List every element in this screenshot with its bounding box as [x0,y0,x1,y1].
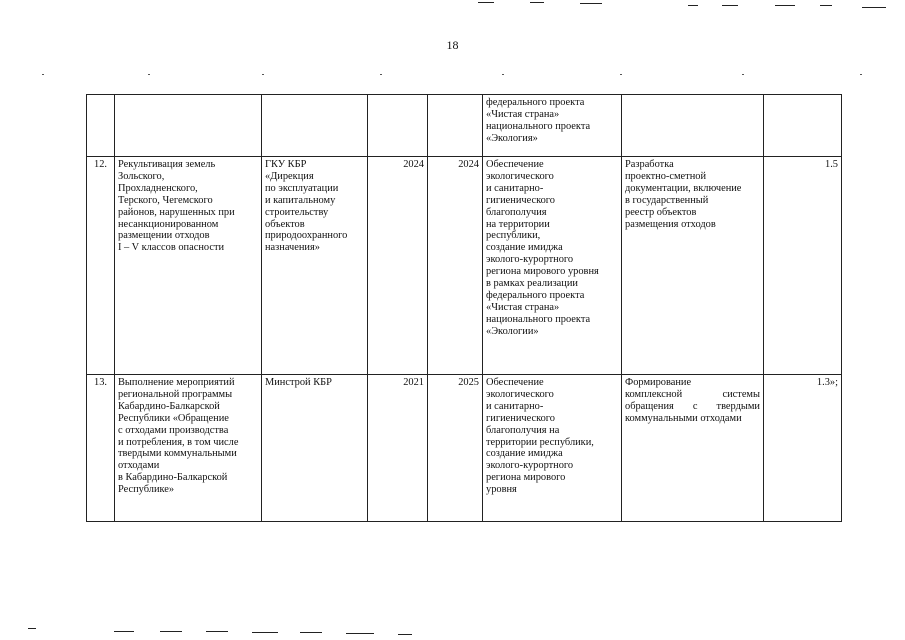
cell-goal [483,157,622,375]
cell-text-line: Республики «Обращение [118,412,229,424]
scan-artifact-dash [252,632,278,633]
scan-artifact-dash [820,5,832,6]
cell-text-line: экологического [486,388,554,400]
cell-text-line: Минстрой КБР [265,377,332,388]
cell-text-line: Республике» [118,484,175,496]
cell-text-line: назначения» [265,242,320,254]
cell-text-line: региона мирового [486,472,566,484]
cell-text-line: республики, [486,230,541,242]
cell-number: 12. [87,157,115,375]
cell-text-line: Рекультивация земель [118,159,216,170]
scan-artifact-dot [42,74,44,75]
scan-artifact-dash [398,634,412,635]
cell-text-line: создание имиджа [486,448,563,460]
scan-artifact-dot [620,74,622,75]
cell-text-line: Разработка [625,159,674,170]
cell-indicator [764,95,842,157]
measures-table [86,94,842,522]
cell-text-line: «Чистая страна» [486,301,560,313]
scan-artifact-dash [580,3,602,4]
cell-text-word: твердыми [716,400,760,412]
scan-artifact-dash [160,631,182,632]
cell-measure-name [115,157,262,375]
cell-text-line: уровня [486,484,517,496]
scan-artifact-dash [775,5,795,6]
cell-text-line: и капитальному [265,194,336,206]
cell-text-line: федерального проекта [486,97,585,108]
cell-measure-name [115,95,262,157]
cell-text-line: национального проекта [486,313,591,325]
scan-artifact-dot [860,74,862,75]
scan-artifact-dash [862,7,886,8]
scan-artifact-dot [262,74,264,75]
cell-text-line: «Экология» [486,132,538,144]
cell-text-word: комплексной [625,388,683,400]
scan-artifact-dash [478,2,494,3]
cell-text-line: размещении отходов [118,230,210,242]
cell-text-line: Терского, Чегемского [118,194,213,206]
scan-artifact-dash [530,2,544,3]
page-number: 18 [446,38,459,52]
cell-text-line: благополучия [486,206,547,218]
scan-artifact-dash [206,631,228,632]
cell-indicator: 1.3»; [764,375,842,522]
cell-text-line: отходами [118,460,160,472]
cell-text-line: Обеспечение [486,159,544,170]
cell-text-line: с отходами производства [118,424,229,436]
cell-text-line: Прохладненского, [118,182,198,194]
cell-text-line: экологического [486,170,554,182]
cell-text-line: проектно-сметной [625,170,707,182]
cell-text-word: Формирование [625,377,692,388]
cell-text-line: «Чистая страна» [486,108,560,120]
scan-artifact-dash [722,5,738,6]
cell-text-line: Зольского, [118,170,165,182]
cell-text-line: создание имиджа [486,242,563,254]
cell-text-word: коммунальными отходами [625,412,742,424]
cell-year-end [428,95,483,157]
cell-year-start: 2021 [368,375,428,522]
scan-artifact-dot [502,74,504,75]
cell-text-line: региона мирового уровня [486,266,599,278]
cell-text-line: строительству [265,206,329,218]
cell-text-line: несанкционированном [118,218,219,230]
cell-result [622,95,764,157]
continuation-row [87,95,842,157]
scan-artifact-dash [346,633,374,634]
scan-artifact-dash [688,5,698,6]
cell-text-line: эколого-курортного [486,254,574,266]
cell-text-line: на территории [486,218,550,230]
cell-year-end: 2024 [428,157,483,375]
cell-executor [262,95,368,157]
cell-executor [262,375,368,522]
cell-text-line: твердыми коммунальными [118,448,237,460]
scan-artifact-dash [114,631,134,632]
cell-text-line: в рамках реализации [486,278,578,290]
cell-text-line: I – V классов опасности [118,242,225,254]
cell-text-line: размещения отходов [625,218,716,230]
cell-text-line: и санитарно- [486,182,544,194]
cell-text-line: и потребления, в том числе [118,436,239,448]
scan-artifact-dash [28,628,36,629]
cell-text-word: обращения [625,400,674,412]
cell-result [622,157,764,375]
cell-text-line: документации, включение [625,182,742,194]
cell-text-line: благополучия на [486,424,560,436]
cell-text-line: территории республики, [486,436,594,448]
cell-number: 13. [87,375,115,522]
cell-text-line: районов, нарушенных при [118,206,235,218]
cell-text-line: реестр объектов [625,206,697,218]
cell-text-line: объектов [265,218,305,230]
cell-text-line [625,401,760,413]
scan-artifact-dot [148,74,150,75]
cell-text-word: с [692,400,698,412]
cell-text-line: и санитарно- [486,400,544,412]
cell-text-line: гигиенического [486,194,555,206]
cell-text-line: гигиенического [486,412,555,424]
cell-goal [483,375,622,522]
cell-text-line: в Кабардино-Балкарской [118,472,228,484]
cell-year-start [368,95,428,157]
cell-text-line: национального проекта [486,120,591,132]
cell-result [622,375,764,522]
cell-measure-name [115,375,262,522]
cell-number [87,95,115,157]
cell-text-line: природоохранного [265,230,348,242]
cell-goal [483,95,622,157]
cell-text-word: системы [722,388,760,400]
cell-text-line: ГКУ КБР [265,159,307,170]
scan-artifact-dash [300,632,322,633]
scan-artifact-dot [380,74,382,75]
cell-text-line: по эксплуатации [265,182,339,194]
cell-text-line [625,413,760,425]
cell-text-line: «Экологии» [486,325,539,337]
cell-text-line [625,389,760,401]
table-row [87,375,842,522]
cell-text-line: Кабардино-Балкарской [118,400,220,412]
cell-text-line: эколого-курортного [486,460,574,472]
cell-text-line: Обеспечение [486,377,544,388]
cell-text-line: федерального проекта [486,289,585,301]
cell-text-line: региональной программы [118,388,233,400]
cell-executor [262,157,368,375]
cell-year-end: 2025 [428,375,483,522]
cell-text-line: в государственный [625,194,709,206]
scan-artifact-dot [742,74,744,75]
cell-indicator: 1.5 [764,157,842,375]
cell-year-start: 2024 [368,157,428,375]
table-row [87,157,842,375]
cell-text-line [625,377,760,389]
cell-text-line: Выполнение мероприятий [118,377,235,388]
cell-text-line: «Дирекция [265,170,314,182]
